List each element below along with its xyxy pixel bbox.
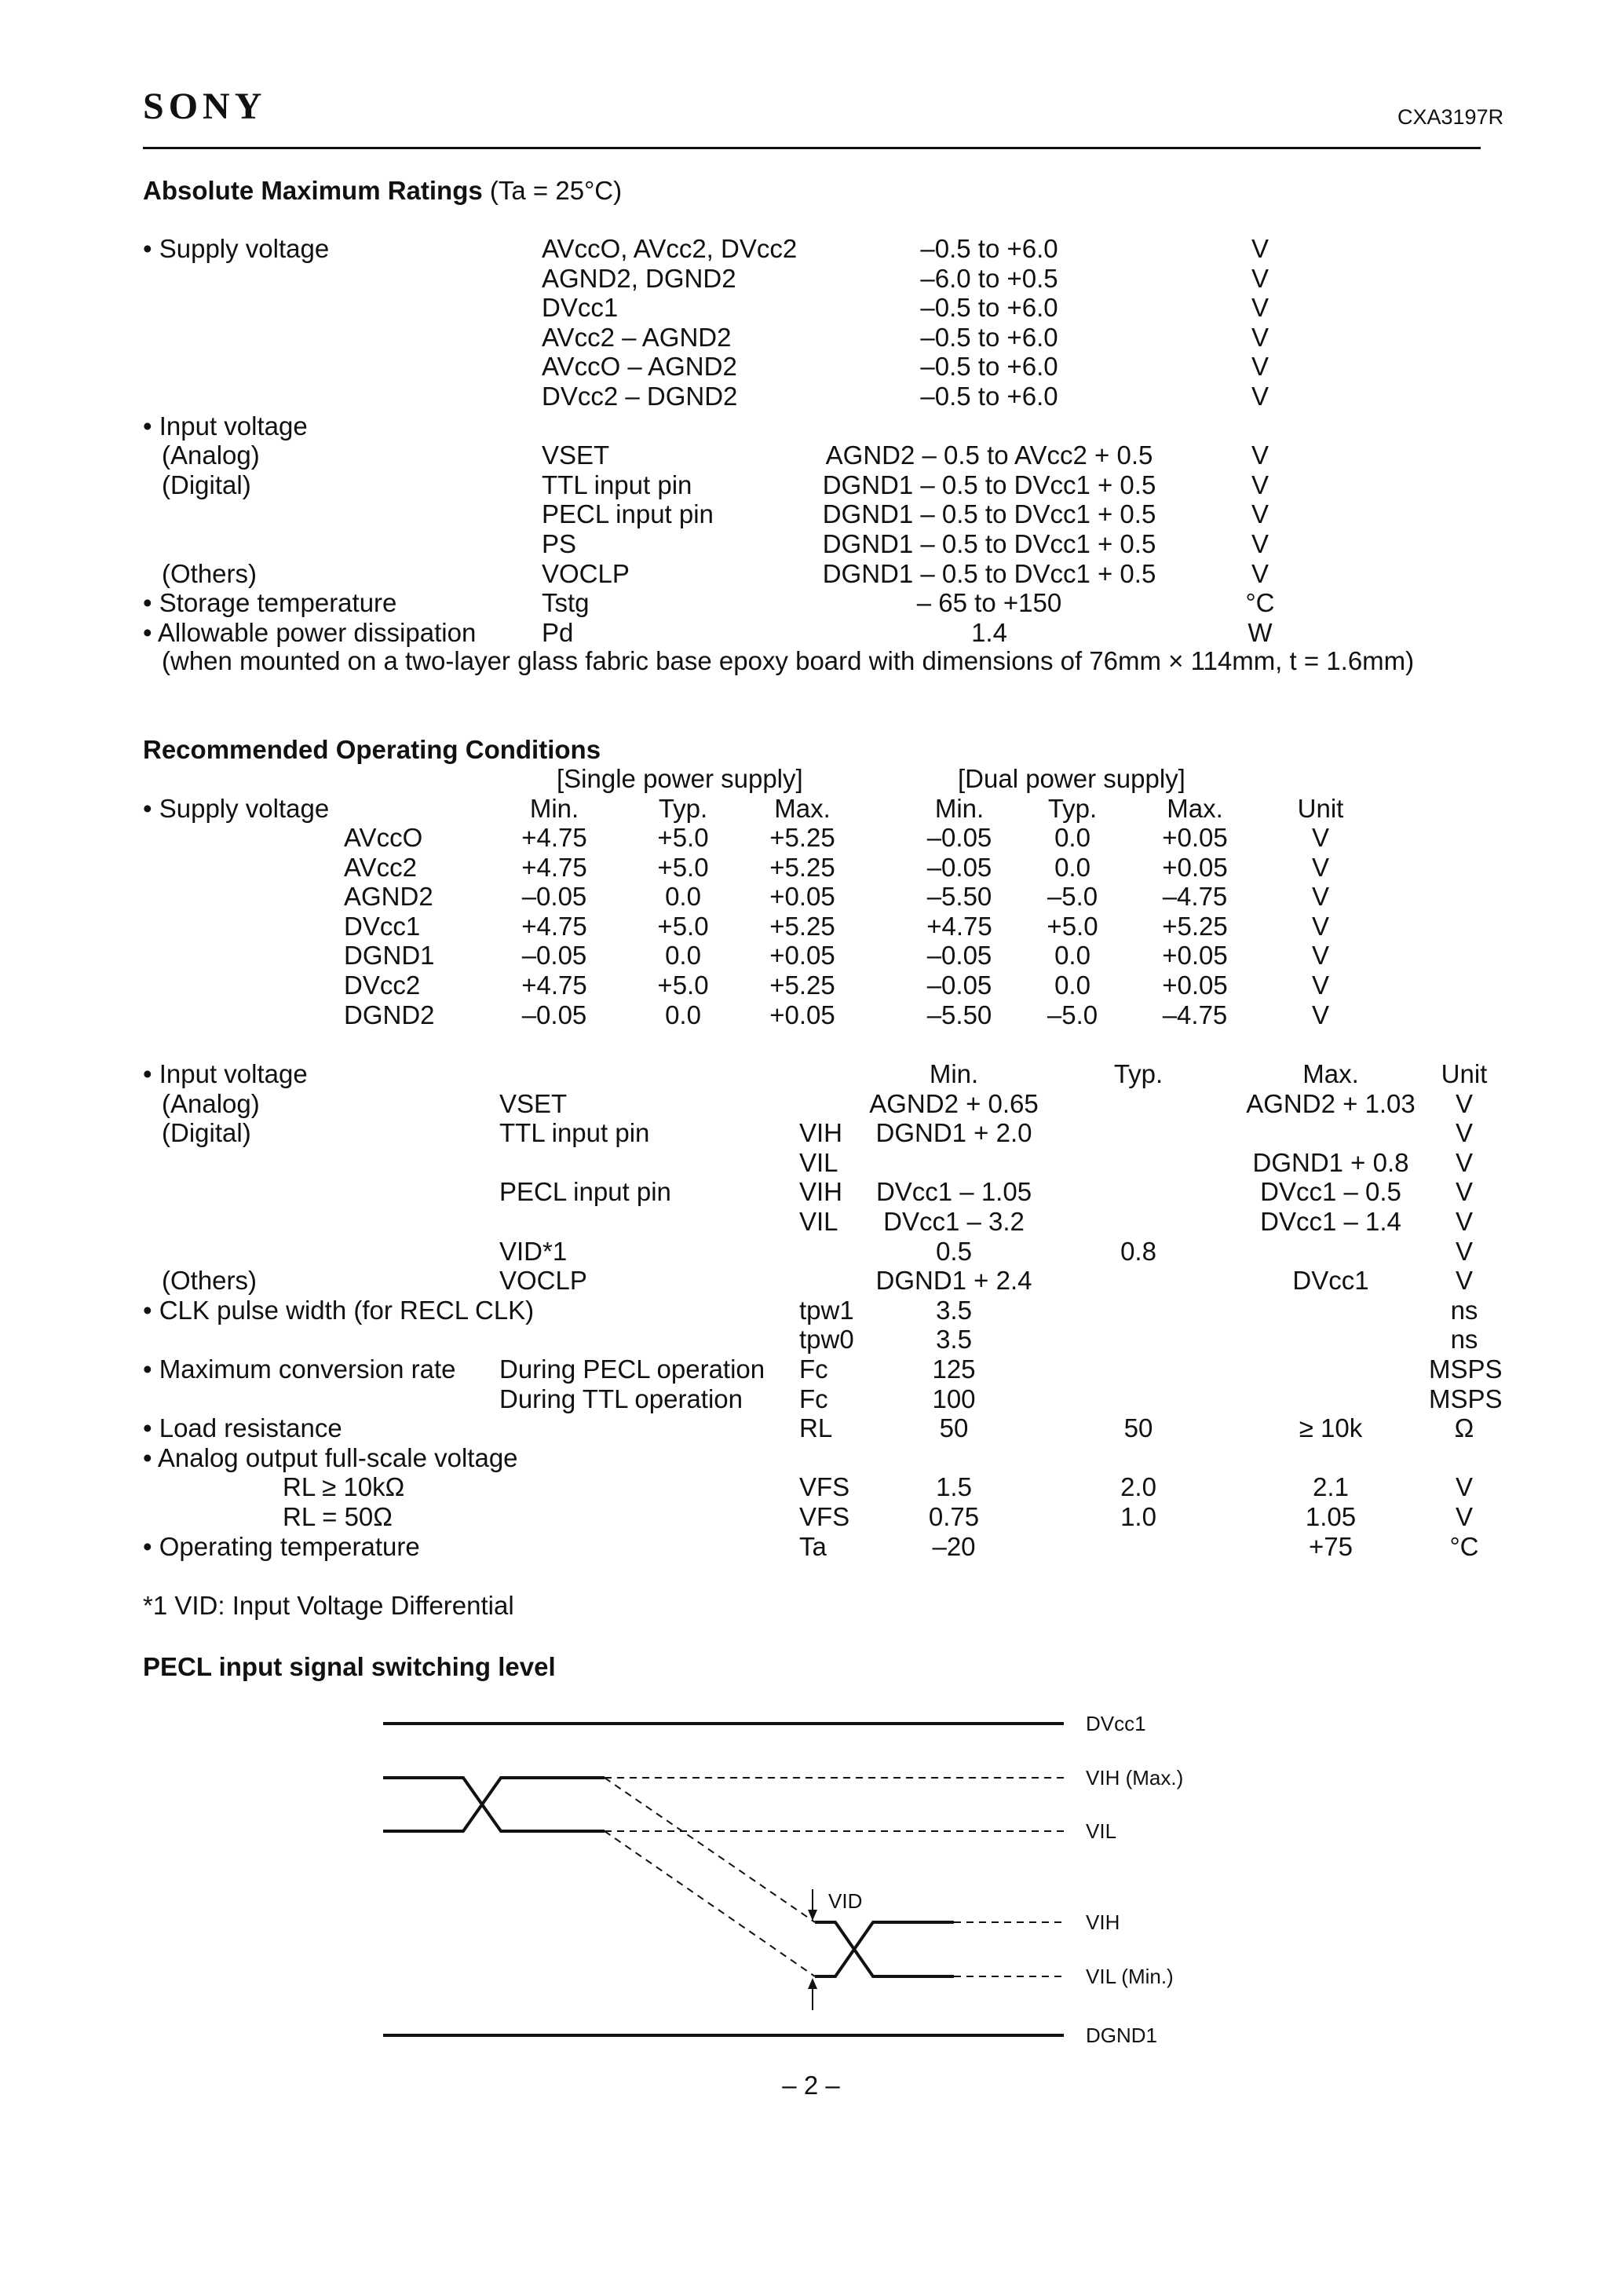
abs-max-label: • Supply voltage — [143, 234, 330, 263]
condition-max: Max. — [1302, 1059, 1359, 1088]
condition-max: DVcc1 – 1.4 — [1260, 1207, 1401, 1236]
abs-max-unit: V — [1251, 234, 1269, 263]
label-vil: VIL — [1086, 1819, 1117, 1843]
upper-transition-dash — [605, 1778, 815, 1922]
abs-max-label: • Input voltage — [143, 411, 308, 441]
dual-value: –5.0 — [1047, 882, 1098, 911]
roc-title: Recommended Operating Conditions — [143, 735, 601, 764]
condition-unit: V — [1455, 1089, 1473, 1118]
supply-unit: V — [1311, 882, 1329, 911]
condition-param: PECL input pin — [499, 1177, 671, 1206]
condition-max: DVcc1 – 0.5 — [1260, 1177, 1401, 1206]
abs-max-value: –0.5 to +6.0 — [920, 382, 1058, 411]
single-value: +5.25 — [769, 853, 835, 882]
dual-value: –4.75 — [1162, 882, 1228, 911]
dual-value: +5.25 — [1162, 912, 1228, 941]
abs-max-param: AVccO – AGND2 — [542, 352, 737, 381]
abs-max-label: • Storage temperature — [143, 588, 397, 617]
abs-max-value: –6.0 to +0.5 — [920, 264, 1058, 293]
vid-arrowhead-bottom — [808, 1978, 817, 1989]
abs-max-label: (Analog) — [162, 441, 260, 470]
condition-label: • Input voltage — [143, 1059, 308, 1088]
right-signal-fall — [815, 1922, 954, 1976]
condition-typ: 50 — [1123, 1413, 1153, 1442]
dual-value: –4.75 — [1162, 1000, 1228, 1029]
supply-unit: V — [1311, 1000, 1329, 1029]
label-dgnd1: DGND1 — [1086, 2024, 1158, 2047]
condition-max: AGND2 + 1.03 — [1246, 1089, 1416, 1118]
condition-min: 50 — [939, 1413, 969, 1442]
condition-unit: V — [1455, 1148, 1473, 1177]
supply-unit: V — [1311, 941, 1329, 970]
abs-max-value: – 65 to +150 — [916, 588, 1062, 617]
condition-unit: Unit — [1441, 1059, 1488, 1088]
abs-max-param: VSET — [542, 441, 610, 470]
condition-label: (Others) — [162, 1266, 258, 1295]
abs-max-value: DGND1 – 0.5 to DVcc1 + 0.5 — [822, 529, 1156, 558]
dual-value: –0.05 — [926, 853, 992, 882]
unit-header: Unit — [1297, 794, 1344, 823]
supply-unit: V — [1311, 912, 1329, 941]
condition-min: 100 — [932, 1384, 976, 1413]
dual-value: –5.0 — [1047, 1000, 1098, 1029]
abs-max-param: AGND2, DGND2 — [542, 264, 736, 293]
abs-max-param: PECL input pin — [542, 499, 714, 528]
condition-min: 125 — [932, 1355, 976, 1384]
condition-param: TTL input pin — [499, 1118, 650, 1147]
part-number: CXA3197R — [1397, 105, 1504, 129]
abs-max-value: –0.5 to +6.0 — [920, 352, 1058, 381]
abs-max-label: (Digital) — [162, 470, 251, 499]
condition-param: During TTL operation — [499, 1384, 743, 1413]
abs-max-param: VOCLP — [542, 559, 630, 588]
condition-max: ≥ 10k — [1299, 1413, 1363, 1442]
dual-value: –5.50 — [926, 882, 992, 911]
condition-unit: V — [1455, 1207, 1473, 1236]
abs-max-unit: V — [1251, 441, 1269, 470]
single-value: +4.75 — [521, 971, 587, 1000]
dual-value: –5.50 — [926, 1000, 992, 1029]
condition-label: • Operating temperature — [143, 1532, 420, 1561]
condition-label: RL = 50Ω — [283, 1502, 393, 1531]
condition-min: 0.5 — [936, 1237, 972, 1266]
condition-label: (Digital) — [162, 1118, 251, 1147]
dual-value: +5.0 — [1047, 912, 1098, 941]
condition-unit: V — [1455, 1237, 1473, 1266]
dual-value: 0.0 — [1054, 941, 1090, 970]
single-value: +5.0 — [657, 853, 709, 882]
label-vid: VID — [828, 1889, 863, 1913]
condition-symbol: tpw1 — [799, 1296, 854, 1325]
abs-max-unit: V — [1251, 264, 1269, 293]
abs-max-note: (when mounted on a two-layer glass fabric base epoxy board with dimensions of 76mm × 114mm, t = 1.6mm) — [162, 646, 1415, 675]
abs-max-param: Pd — [542, 618, 574, 647]
single-value: +4.75 — [521, 912, 587, 941]
condition-unit: V — [1455, 1502, 1473, 1531]
condition-min: 3.5 — [936, 1296, 972, 1325]
single-max-header: Max. — [774, 794, 831, 823]
dual-supply-header: [Dual power supply] — [958, 764, 1185, 793]
single-value: +5.0 — [657, 912, 709, 941]
abs-max-param: DVcc1 — [542, 293, 619, 322]
abs-max-unit: V — [1251, 499, 1269, 528]
label-vil-min: VIL (Min.) — [1086, 1965, 1174, 1988]
brand-logo: SONY — [143, 86, 267, 127]
condition-max: +75 — [1309, 1532, 1353, 1561]
condition-param: VSET — [499, 1089, 568, 1118]
lower-transition-dash — [605, 1831, 815, 1976]
dual-value: +0.05 — [1162, 853, 1228, 882]
dual-value: –0.05 — [926, 823, 992, 852]
supply-name: DGND1 — [344, 941, 435, 970]
dual-value: 0.0 — [1054, 853, 1090, 882]
supply-name: DVcc1 — [344, 912, 421, 941]
abs-max-param: TTL input pin — [542, 470, 692, 499]
condition-typ: 1.0 — [1120, 1502, 1156, 1531]
abs-max-value: DGND1 – 0.5 to DVcc1 + 0.5 — [822, 499, 1156, 528]
condition-unit: Ω — [1454, 1413, 1474, 1442]
dual-value: +0.05 — [1162, 941, 1228, 970]
single-value: +5.25 — [769, 912, 835, 941]
condition-param: During PECL operation — [499, 1355, 765, 1384]
abs-max-value: –0.5 to +6.0 — [920, 234, 1058, 263]
dual-value: –0.05 — [926, 971, 992, 1000]
vid-arrowhead-top — [808, 1910, 817, 1921]
supply-name: DVcc2 — [344, 971, 421, 1000]
single-value: 0.0 — [665, 1000, 701, 1029]
abs-max-title: Absolute Maximum Ratings — [143, 176, 483, 205]
abs-max-param: Tstg — [542, 588, 590, 617]
dual-value: +4.75 — [926, 912, 992, 941]
dual-value: +0.05 — [1162, 971, 1228, 1000]
condition-label: (Analog) — [162, 1089, 260, 1118]
condition-typ: 0.8 — [1120, 1237, 1156, 1266]
dual-value: 0.0 — [1054, 971, 1090, 1000]
single-value: –0.05 — [521, 882, 587, 911]
dual-value: 0.0 — [1054, 823, 1090, 852]
condition-unit: MSPS — [1429, 1384, 1503, 1413]
abs-max-label: (Others) — [162, 559, 258, 588]
condition-unit: ns — [1450, 1325, 1478, 1354]
abs-max-value: –0.5 to +6.0 — [920, 323, 1058, 352]
single-value: –0.05 — [521, 941, 587, 970]
supply-name: AVccO — [344, 823, 423, 852]
condition-min: 0.75 — [928, 1502, 980, 1531]
single-typ-header: Typ. — [658, 794, 708, 823]
single-value: +4.75 — [521, 853, 587, 882]
dual-max-header: Max. — [1167, 794, 1223, 823]
abs-max-value: DGND1 – 0.5 to DVcc1 + 0.5 — [822, 559, 1156, 588]
page-number: – 2 – — [782, 2071, 840, 2100]
dual-value: –0.05 — [926, 941, 992, 970]
single-supply-header: [Single power supply] — [557, 764, 803, 793]
condition-param: VID*1 — [499, 1237, 568, 1266]
condition-max: DVcc1 — [1292, 1266, 1369, 1295]
abs-max-value: AGND2 – 0.5 to AVcc2 + 0.5 — [825, 441, 1153, 470]
single-value: +5.0 — [657, 823, 709, 852]
single-value: +5.25 — [769, 823, 835, 852]
condition-unit: MSPS — [1429, 1355, 1503, 1384]
condition-label: RL ≥ 10kΩ — [283, 1472, 405, 1501]
abs-max-param: AVccO, AVcc2, DVcc2 — [542, 234, 798, 263]
abs-max-param: PS — [542, 529, 577, 558]
condition-symbol: Fc — [799, 1384, 828, 1413]
condition-max: DGND1 + 0.8 — [1252, 1148, 1409, 1177]
dual-min-header: Min. — [934, 794, 985, 823]
supply-unit: V — [1311, 971, 1329, 1000]
condition-min: 3.5 — [936, 1325, 972, 1354]
abs-max-unit: V — [1251, 352, 1269, 381]
condition-symbol: VIL — [799, 1207, 838, 1236]
abs-max-unit: V — [1251, 529, 1269, 558]
condition-typ: Typ. — [1113, 1059, 1164, 1088]
diagram-title: PECL input signal switching level — [143, 1652, 556, 1681]
condition-param: VOCLP — [499, 1266, 587, 1295]
condition-unit: °C — [1449, 1532, 1479, 1561]
abs-max-unit: V — [1251, 559, 1269, 588]
condition-min: –20 — [932, 1532, 976, 1561]
condition-unit: V — [1455, 1118, 1473, 1147]
condition-label: • Maximum conversion rate — [143, 1355, 456, 1384]
dual-value: +0.05 — [1162, 823, 1228, 852]
supply-name: DGND2 — [344, 1000, 435, 1029]
condition-unit: V — [1455, 1266, 1473, 1295]
abs-max-label: • Allowable power dissipation — [143, 618, 477, 647]
supply-name: AVcc2 — [344, 853, 417, 882]
condition-max: 2.1 — [1313, 1472, 1349, 1501]
condition-min: AGND2 + 0.65 — [869, 1089, 1039, 1118]
abs-max-param: DVcc2 – DGND2 — [542, 382, 738, 411]
condition-max: 1.05 — [1305, 1502, 1357, 1531]
abs-max-param: AVcc2 – AGND2 — [542, 323, 732, 352]
condition-unit: V — [1455, 1177, 1473, 1206]
supply-unit: V — [1311, 853, 1329, 882]
abs-max-unit: V — [1251, 470, 1269, 499]
abs-max-value: DGND1 – 0.5 to DVcc1 + 0.5 — [822, 470, 1156, 499]
single-value: –0.05 — [521, 1000, 587, 1029]
supply-name: AGND2 — [344, 882, 433, 911]
single-value: +0.05 — [769, 1000, 835, 1029]
condition-label: • Load resistance — [143, 1413, 342, 1442]
condition-symbol: RL — [799, 1413, 833, 1442]
label-dvcc1: DVcc1 — [1086, 1712, 1146, 1735]
single-value: +4.75 — [521, 823, 587, 852]
single-value: 0.0 — [665, 882, 701, 911]
abs-max-value: 1.4 — [971, 618, 1007, 647]
right-signal-rise — [815, 1922, 954, 1976]
condition-label: • CLK pulse width (for RECL CLK) — [143, 1296, 535, 1325]
single-min-header: Min. — [529, 794, 579, 823]
abs-max-unit: V — [1251, 382, 1269, 411]
abs-max-unit: °C — [1245, 588, 1275, 617]
abs-max-unit: V — [1251, 323, 1269, 352]
dual-typ-header: Typ. — [1047, 794, 1098, 823]
condition-symbol: VFS — [799, 1502, 850, 1531]
single-value: +5.25 — [769, 971, 835, 1000]
condition-symbol: VIH — [799, 1118, 843, 1147]
condition-symbol: Fc — [799, 1355, 828, 1384]
abs-max-unit: W — [1248, 618, 1273, 647]
condition-typ: 2.0 — [1120, 1472, 1156, 1501]
condition-min: DGND1 + 2.4 — [875, 1266, 1032, 1295]
label-vih: VIH — [1086, 1910, 1120, 1934]
label-vih-max: VIH (Max.) — [1086, 1766, 1184, 1790]
footnote: *1 VID: Input Voltage Differential — [143, 1591, 514, 1620]
condition-symbol: tpw0 — [799, 1325, 854, 1354]
condition-min: Min. — [929, 1059, 979, 1088]
condition-symbol: VFS — [799, 1472, 850, 1501]
abs-max-unit: V — [1251, 293, 1269, 322]
condition-min: DVcc1 – 3.2 — [883, 1207, 1025, 1236]
supply-unit: V — [1311, 823, 1329, 852]
single-value: +5.0 — [657, 971, 709, 1000]
condition-min: 1.5 — [936, 1472, 972, 1501]
supply-voltage-label: • Supply voltage — [143, 794, 330, 823]
condition-min: DVcc1 – 1.05 — [875, 1177, 1032, 1206]
condition-symbol: VIL — [799, 1148, 838, 1177]
condition-unit: V — [1455, 1472, 1473, 1501]
single-value: +0.05 — [769, 941, 835, 970]
condition-symbol: Ta — [799, 1532, 827, 1561]
condition-min: DGND1 + 2.0 — [875, 1118, 1032, 1147]
single-value: 0.0 — [665, 941, 701, 970]
abs-max-value: –0.5 to +6.0 — [920, 293, 1058, 322]
condition-symbol: VIH — [799, 1177, 843, 1206]
condition-unit: ns — [1450, 1296, 1478, 1325]
condition-label: • Analog output full-scale voltage — [143, 1443, 518, 1472]
abs-max-condition: (Ta = 25°C) — [489, 176, 623, 205]
single-value: +0.05 — [769, 882, 835, 911]
